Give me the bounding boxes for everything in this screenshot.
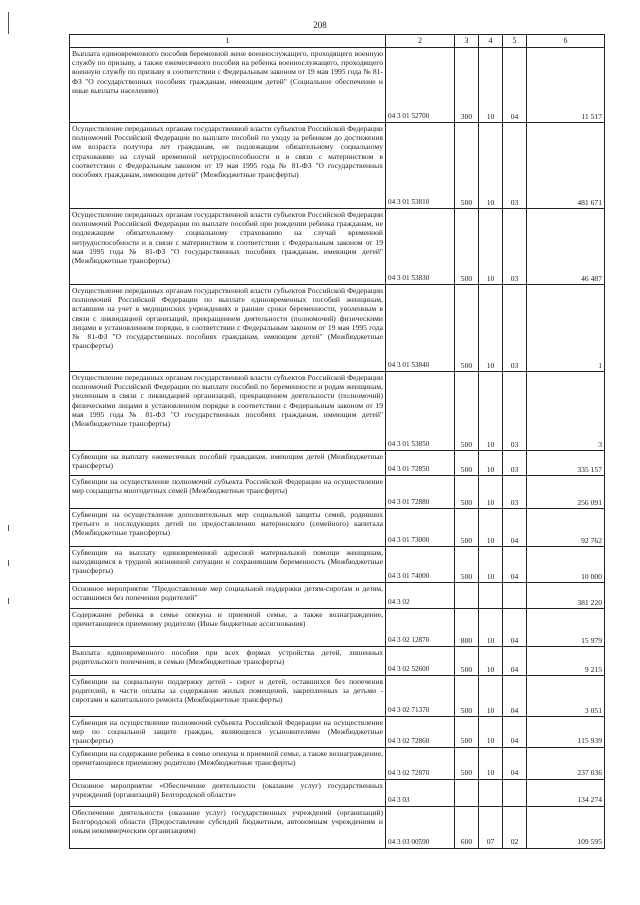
expense-name: Субвенции на выплату единовременной адресной материальной помощи женщинам, находящимся в трудной жизненной ситуации и сохранившим беременность (Межбюджетные трансферты) [70,546,386,582]
expense-type: 500 [455,546,479,582]
subsection-code: 04 [503,716,527,747]
amount: 11 517 [527,47,605,122]
budget-code: 04 3 03 00590 [386,806,455,848]
subsection-code: 04 [503,747,527,779]
amount: 1 [527,284,605,371]
subsection-code [503,582,527,608]
expense-name: Субвенция на осуществление полномочий субъекта Российской Федерации на осуществление мер по социальной защите граждан, являющихся усыновителями (Межбюджетные трансферты) [70,716,386,747]
budget-code: 04 3 01 52700 [386,47,455,122]
expense-type: 500 [455,122,479,208]
expense-name: Осуществление переданных органам государственной власти субъектов Российской Федерации полномочий Российской Федерации по выплате пособий при рождении ребенка гражданам, не подлежащим обязательному социальному страхованию на случай временной нетрудоспособности и в связи с материнством в соответствии с Федеральным законом от 19 мая 1995 года № 81-ФЗ "О государственных пособиях гражданам, имеющим детей" (Межбюджетные трансферты) [70,208,386,284]
expense-name: Основное мероприятие «Обеспечение деятельности (оказание услуг) государственных учреждений (организаций) Белгородской области» [70,779,386,806]
expense-type: 500 [455,675,479,716]
expense-type: 800 [455,608,479,646]
expense-name: Обеспечение деятельности (оказание услуг) государственных учреждений (организаций) Белгородской области (Предоставление субсидий бюджетным, автономным учреждениям и иным некоммерческим организациям) [70,806,386,848]
budget-code: 04 3 02 71370 [386,675,455,716]
expense-name: Субвенции на выплату ежемесячных пособий гражданам, имеющим детей (Межбюджетные трансферты) [70,450,386,475]
expense-type: 500 [455,284,479,371]
table-row [70,779,605,806]
column-header-rz: 4 [479,35,503,48]
section-code: 10 [479,747,503,779]
table-row [70,806,605,848]
section-code: 10 [479,450,503,475]
margin-mark [8,598,9,604]
margin-mark [8,560,9,566]
page-number: 208 [313,20,327,30]
subsection-code: 04 [503,675,527,716]
amount: 256 091 [527,475,605,508]
budget-code: 04 3 02 [386,582,455,608]
budget-code: 04 3 02 72870 [386,747,455,779]
section-code: 10 [479,646,503,675]
margin-mark [8,525,9,531]
amount: 92 762 [527,508,605,546]
subsection-code: 02 [503,806,527,848]
table-row [70,284,605,371]
budget-code: 04 3 01 72880 [386,475,455,508]
budget-code: 04 3 02 52600 [386,646,455,675]
expense-type: 300 [455,47,479,122]
expense-name: Осуществление переданных органам государственной власти субъектов Российской Федерации полномочий Российской Федерации по выплате единовременных пособий женщинам, вставшим на учет в медицинских учреждениях в ранние сроки беременности, уволенным в связи с ликвидацией организаций, прекращением деятельности (полномочий) физическими лицами в установленном порядке, в соответствии с Федеральным законом от 19 мая 1995 года № 81-ФЗ "О государственных пособиях гражданам, имеющим детей" (Межбюджетные трансферты) [70,284,386,371]
amount: 3 [527,371,605,450]
column-header-pr: 5 [503,35,527,48]
subsection-code: 03 [503,450,527,475]
expense-name: Выплата единовременного пособия беременной жене военнослужащего, проходящего военную службу по призыву, а также ежемесячного пособия на ребенка военнослужащего, проходящего военную службу по призыву в соответствии с Федеральным законом от 19 мая 1995 года № 81-ФЗ "О государственных пособиях гражданам, имеющим детей" (Социальное обеспечение и иные выплаты населению) [70,47,386,122]
expense-type: 500 [455,646,479,675]
expense-type [455,779,479,806]
expense-name: Осуществление переданных органам государственной власти субъектов Российской Федерации полномочий Российской Федерации по выплате пособий по уходу за ребенком до достижения им возраста полутора лет гражданам, не подлежащим обязательному социальному страхованию на случай временной нетрудоспособности и в связи с материнством в соответствии с Федеральным законом от 19 мая 1995 года № 81-ФЗ "О государственных пособиях гражданам, имеющим детей" (Межбюджетные трансферты) [70,122,386,208]
section-code: 07 [479,806,503,848]
subsection-code: 03 [503,475,527,508]
expense-type: 500 [455,208,479,284]
amount: 335 157 [527,450,605,475]
amount: 381 220 [527,582,605,608]
table-row [70,450,605,475]
subsection-code: 04 [503,546,527,582]
table-row [70,371,605,450]
expense-name: Выплата единовременного пособия при всех формах устройства детей, лишенных родительского попечения, в семью (Межбюджетные трансферты) [70,646,386,675]
table-row [70,675,605,716]
amount: 46 487 [527,208,605,284]
budget-code: 04 3 03 [386,779,455,806]
section-code [479,779,503,806]
table-row [70,646,605,675]
amount: 115 939 [527,716,605,747]
section-code: 10 [479,608,503,646]
column-header-sum: 6 [527,35,605,48]
table-row [70,716,605,747]
section-code: 10 [479,47,503,122]
column-header-code: 2 [386,35,455,48]
budget-code: 04 3 01 53840 [386,284,455,371]
table-row [70,475,605,508]
amount: 9 215 [527,646,605,675]
subsection-code: 03 [503,284,527,371]
section-code: 10 [479,284,503,371]
amount: 134 274 [527,779,605,806]
table-row [70,47,605,122]
amount: 10 000 [527,546,605,582]
section-code: 10 [479,508,503,546]
budget-code: 04 3 01 53810 [386,122,455,208]
budget-code: 04 3 02 12870 [386,608,455,646]
expense-name: Осуществление переданных органам государственной власти субъектов Российской Федерации полномочий Российской Федерации по выплате пособий по беременности и родам женщинам, уволенным в связи с ликвидацией организаций, прекращением деятельности (полномочий) физическими лицами в установленном порядке в соответствии с Федеральным законом от 19 мая 1995 года № 81-ФЗ "О государственных пособиях гражданам, имеющим детей" (Межбюджетные трансферты) [70,371,386,450]
subsection-code: 04 [503,508,527,546]
section-code: 10 [479,716,503,747]
table-row [70,747,605,779]
table-row [70,208,605,284]
budget-code: 04 3 01 74000 [386,546,455,582]
amount: 109 595 [527,806,605,848]
budget-code: 04 3 02 72860 [386,716,455,747]
expense-type: 500 [455,747,479,779]
budget-code: 04 3 01 73000 [386,508,455,546]
section-code: 10 [479,675,503,716]
expense-name: Субвенции на содержание ребенка в семье опекуна и приемной семье, а также вознаграждение, причитающееся приемному родителю (Межбюджетные трансферты) [70,747,386,779]
expense-name: Основное мероприятие "Предоставление мер социальной поддержки детям-сиротам и детям, оставшимся без попечения родителей" [70,582,386,608]
table-row [70,608,605,646]
subsection-code: 03 [503,208,527,284]
budget-code: 04 3 01 72850 [386,450,455,475]
budget-table [69,34,605,849]
section-code: 10 [479,546,503,582]
subsection-code: 03 [503,122,527,208]
subsection-code: 03 [503,371,527,450]
section-code: 10 [479,475,503,508]
section-code: 10 [479,122,503,208]
expense-name: Субвенции на осуществление полномочий субъекта Российской Федерации на осуществление мер соцзащиты многодетных семей (Межбюджетные трансферты) [70,475,386,508]
subsection-code: 04 [503,47,527,122]
subsection-code: 04 [503,646,527,675]
expense-name: Субвенции на осуществление дополнительных мер социальной защиты семей, родивших третьего и последующих детей по предоставлению материнского (семейного) капитала (Межбюджетные трансферты) [70,508,386,546]
expense-type: 600 [455,806,479,848]
column-header-vr: 3 [455,35,479,48]
margin-mark [8,12,9,34]
column-header-name: 1 [70,35,386,48]
table-row [70,582,605,608]
subsection-code: 04 [503,608,527,646]
expense-name: Субвенции на социальную поддержку детей - сирот и детей, оставшихся без попечения родителей, в части оплаты за содержание жилых помещений, закрепленных за детьми - сиротами и капитального ремонта (Межбюджетные трансферты) [70,675,386,716]
expense-type: 500 [455,450,479,475]
expense-type [455,582,479,608]
amount: 15 979 [527,608,605,646]
section-code [479,582,503,608]
subsection-code [503,779,527,806]
amount: 3 051 [527,675,605,716]
expense-type: 500 [455,716,479,747]
budget-code: 04 3 01 53850 [386,371,455,450]
expense-type: 500 [455,508,479,546]
amount: 237 036 [527,747,605,779]
section-code: 10 [479,208,503,284]
table-row [70,508,605,546]
header-row [70,35,605,48]
expense-type: 500 [455,371,479,450]
expense-name: Содержание ребенка в семье опекуна и приемной семье, а также вознаграждение, причитающееся приемному родителю (Иные бюджетные ассигнования) [70,608,386,646]
table-row [70,546,605,582]
expense-type: 500 [455,475,479,508]
budget-code: 04 3 01 53830 [386,208,455,284]
section-code: 10 [479,371,503,450]
table-row [70,122,605,208]
amount: 481 671 [527,122,605,208]
